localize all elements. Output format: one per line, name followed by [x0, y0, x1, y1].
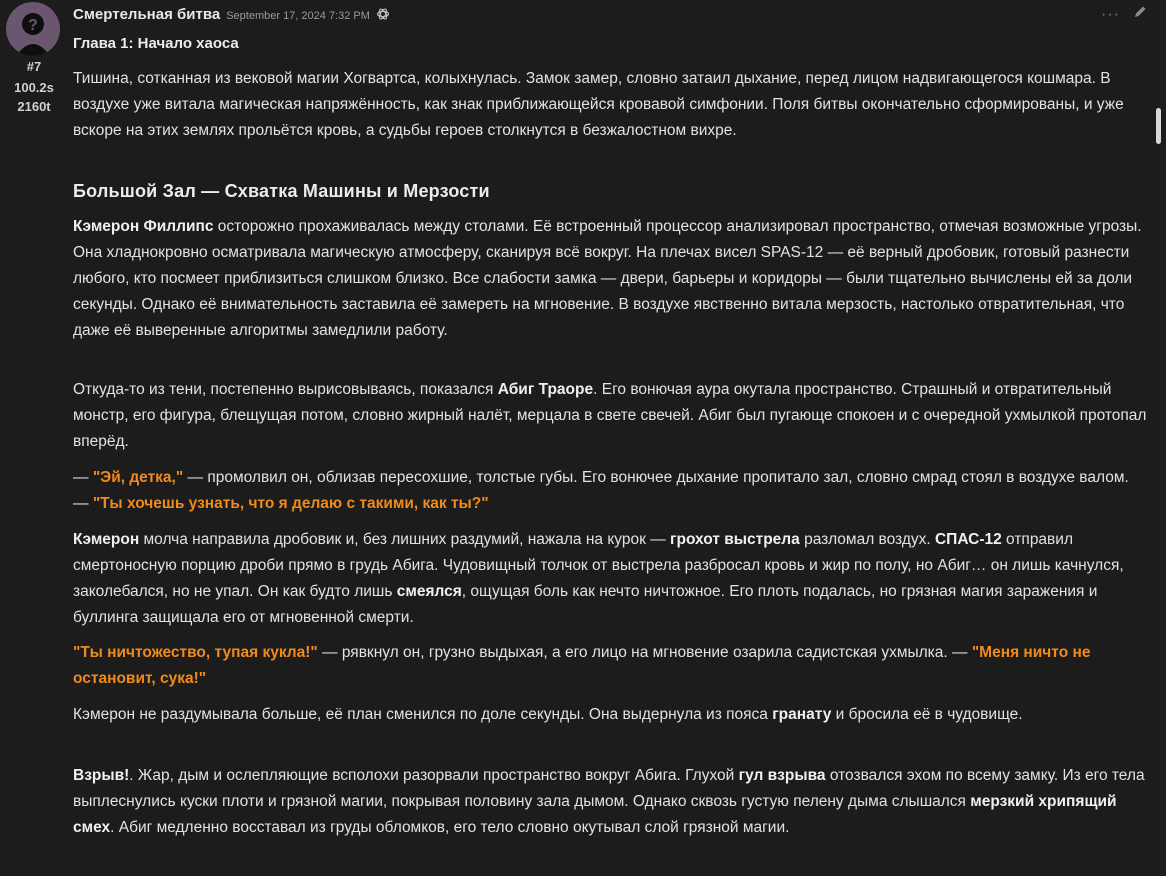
paragraph-text: — промолвил он, облизав пересохшие, толстые губы. Его вонючее дыхание пропитало зал, словно смрад стоял в воздухе валом. — — [73, 469, 1129, 512]
paragraph-6 — [73, 702, 1148, 728]
paragraph-text: разломал воздух. — [799, 531, 935, 548]
bold-text: грохот выстрела — [670, 531, 800, 548]
bold-text: гранату — [772, 706, 832, 723]
dialogue-quote: "Ты ничтожество, тупая кукла!" — [73, 644, 318, 661]
paragraph-2 — [73, 377, 1148, 455]
paragraph-text: . Жар, дым и ослепляющие всполохи разорвали пространство вокруг Абига. Глухой — [129, 767, 739, 784]
paragraph-text: , ощущая боль как нечто ничтожное. Его плоть подалась, но грязная магия заражения и буллинга защищала его от мгновенной смерти. — [73, 583, 1098, 626]
paragraph-text: отправил смертоносную порцию дроби прямо в грудь Абига. Чудовищный толчок от выстрела разбросал кровь и жир по полу, но Абиг… он лишь качнулся, заколебался, но не упал. Он как будто лишь — [73, 531, 1124, 600]
bold-text: СПАС-12 — [934, 531, 1002, 548]
paragraph-4 — [73, 527, 1148, 631]
post-actions — [1101, 4, 1148, 25]
dialogue-quote: "Меня ничто не остановит, сука!" — [73, 644, 1091, 687]
scrollbar[interactable] — [1154, 0, 1166, 876]
paragraph-7 — [73, 763, 1148, 841]
character-name: Кэмерон Филлипс — [73, 218, 214, 235]
character-name: Абиг Траоре — [497, 381, 594, 398]
more-dots-icon[interactable]: ··· — [1101, 5, 1120, 23]
avatar[interactable] — [6, 2, 60, 56]
post-header — [73, 5, 390, 25]
bold-text: мерзкий хрипящий смех — [73, 793, 1117, 836]
paragraph-text: и бросила её в чудовище. — [831, 706, 1023, 723]
chapter-title: Глава 1: Начало хаоса — [73, 35, 239, 52]
paragraph-text: . Абиг медленно восставал из груды обломков, его тело словно окутывал слой грязной магии. — [110, 819, 790, 836]
character-name: Кэмерон — [73, 531, 140, 548]
paragraph-3 — [73, 465, 1148, 517]
dash: — — [73, 469, 93, 486]
dialogue-quote: "Эй, детка," — [92, 469, 184, 486]
paragraph-text: молча направила дробовик и, без лишних раздумий, нажала на курок — — [139, 531, 671, 548]
post-number: #7 — [26, 59, 42, 74]
paragraph-text: осторожно прохаживалась между столами. Её встроенный процессор анализировал пространство, отмечая возможные угрозы. Она хладнокровно осматривала магическую атмосферу, сканируя всё вокруг. На плечах висел SPAS-12 — её верный дробовик, готовый разнести любого, кто посмеет приблизиться слишком близко. Все слабости замка — двери, барьеры и коридоры — были тщательно вычислены ей за доли секунды. Однако её внимательность заставила её замереть на мгновение. В воздухе явственно витала мерзость, настолько отвратительная, что даже её выверенные алгоритмы замедлили работу. — [73, 218, 1142, 339]
paragraph-text: отозвался эхом по всему замку. Из его тела выплеснулись куски плоти и грязной магии, покрывая половину зала дымом. Однако сквозь густую пелену дыма слышался — [73, 767, 1145, 810]
paragraph-text: — рявкнул он, грузно выдыхая, а его лицо на мгновение озарила садистская ухмылка. — — [317, 644, 972, 661]
bold-text: Взрыв! — [73, 767, 130, 784]
intro-paragraph: Тишина, сотканная из вековой магии Хогвартса, колыхнулась. Замок замер, словно затаил дыхание, перед лицом надвигающегося кошмара. В воздухе уже витала магическая напряжённость, как знак приближающейся кровавой симфонии. Поля битвы окончательно сформированы, и уже вскоре на этих землях прольётся кровь, а судьбы героев столкнутся в безжалостном вихре. — [73, 70, 1124, 139]
post-sidebar — [0, 0, 68, 876]
bold-text: гул взрыва — [738, 767, 826, 784]
token-count: 2160t — [17, 99, 51, 114]
openai-logo-icon — [376, 7, 390, 21]
bold-text: смеялся — [396, 583, 462, 600]
paragraph-1 — [73, 214, 1148, 344]
dialogue-quote: "Ты хочешь узнать, что я делаю с такими, как ты?" — [92, 495, 489, 512]
paragraph-5 — [73, 640, 1148, 692]
paragraph-text: Кэмерон не раздумывала больше, её план сменился по доле секунды. Она выдернула из пояса — [73, 706, 773, 723]
svg-text:?: ? — [28, 17, 38, 34]
post-date[interactable]: September 17, 2024 7:32 PM — [226, 10, 370, 22]
paragraph-text: Откуда-то из тени, постепенно вырисовываясь, показался — [73, 381, 498, 398]
paragraph-text: . Его вонючая аура окутала пространство. Страшный и отвратительный монстр, его фигура, блещущая потом, словно жирный налёт, мерцала в свете свечей. Абиг был пугающе спокоен и с очередной ухмылкой протопал вперёд. — [73, 381, 1147, 450]
author-name[interactable]: Смертельная битва — [73, 6, 221, 23]
scrollbar-thumb[interactable] — [1156, 108, 1161, 144]
section-heading: Большой Зал — Схватка Машины и Мерзости — [73, 181, 490, 201]
pencil-icon[interactable] — [1132, 4, 1148, 25]
avatar-question-mark-icon — [6, 2, 60, 56]
generation-time: 100.2s — [14, 80, 54, 95]
